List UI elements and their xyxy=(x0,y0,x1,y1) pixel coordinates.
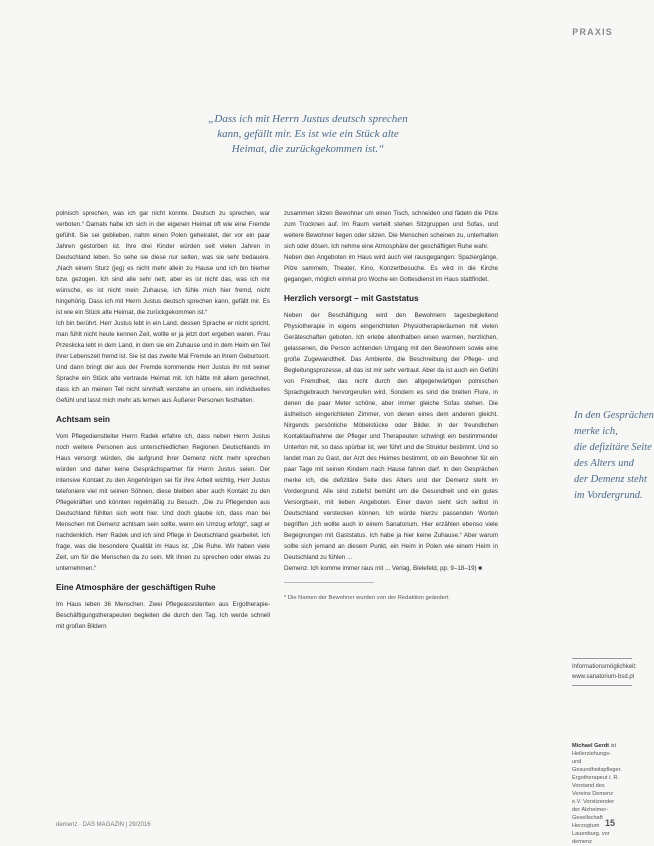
quote-line: „Dass ich mit Herrn Justus deutsch sprechen xyxy=(208,113,408,125)
footnote: * Die Namen der Bewohner wurden von der Redaktion geändert. xyxy=(284,595,450,601)
side-pull-quote xyxy=(574,408,654,504)
author-name: Michael Gerdt xyxy=(572,743,609,749)
footnote-divider xyxy=(284,582,374,583)
author-description: ist Heilerziehungs- und Gesundheitspfleger. Ergotherapeut i. R. Vorstand des Vereins Demenz e.V. Vorsitzender der Alzheimer-Gesellschaft Herzogtum Lauenburg. xyxy=(572,743,622,837)
page-number: 15 xyxy=(604,818,615,828)
pullquote-line: In den Gesprächen xyxy=(574,410,654,421)
section-heading: Eine Atmosphäre der geschäftigen Ruhe xyxy=(56,582,216,592)
author-bio xyxy=(572,742,622,846)
reference-text: Demenz. Ich komme immer raus mit ... Verlag, Bielefeld, pp. 9–18–19) ■ xyxy=(284,565,483,572)
body-paragraph: Vom Pflegedienstleiter Herrn Radek erfahre ich, dass neben Herrn Justus noch weitere Personen aus unterschiedlichen Regionen Deutschlands im Haus versorgt würden, die aufgrund ihrer Demenz nicht mehr sprechen würden und daher keine Gesprächspartner für Herrn Justus seien. Der intensive Kontakt zu den Angehörigen sei für ihre Arbeit wichtig, Herr Justus telefoniere viel mit seinen Söhnen, diese bleiben aber auch Kontakt zu den Pflegekräften und könnten regelmäßig zu Besuch. „Die zu Pflegenden aus Deutschland fühlten sich wohl hier. Und doch glaube ich, dass man bei Menschen mit Demenz achtsam sein sollte, wenn ein Umzug erfolgt“, sagt er nachdenklich. Herr Radek und ich sind Pflege in Deutschland gearbeitet. Ich frage, was die besondere Qualität im Haus ist. „Die Ruhe. Wir haben viele Zeit, um für die Menschen da zu sein. Mit ihnen zu sprechen oder etwas zu unternehmen.“ xyxy=(56,433,270,572)
body-paragraph: Neben den Angeboten im Haus wird auch viel rausgegangen: Spaziergänge, Pilze sammeln, Theater, Kino, Konzertbesuche. Es wird in die Kirche gegangen, möglich einmal pro Woche ein Gottesdienst im Haus stattfindet. xyxy=(284,254,498,283)
section-heading: Herzlich versorgt – mit Gaststatus xyxy=(284,293,419,303)
pullquote-line: des Alters und xyxy=(574,458,634,469)
info-box xyxy=(572,658,637,686)
body-paragraph: Im Haus leben 36 Menschen. Zwei Pflegeassistenten aus Ergotherapie-Beschäftigungstherapeuten begleiten die durch den Tag. Ich werde schnell mit großen Bildern xyxy=(56,601,270,630)
quote-line: Heimat, die zurückgekommen ist.“ xyxy=(231,143,385,155)
body-paragraph: zusammen sitzen Bewohner um einen Tisch, schneiden und fädeln die Pilze zum Trocknen auf. Im Raum verteilt stehen Sitzgruppen und Sofas, und weitere Bewohner liegen oder sitzen. Die Menschen scheinen zu, unterhalten sich oder dösen. Ich nehme eine Atmosphäre der geschäftigen Ruhe wahr. xyxy=(284,210,498,250)
body-paragraph: Ich bin berührt. Herr Justus lebt in ein Land, dessen Sprache er nicht spricht, man fühlt nicht heute kennen Zeit, wollte er ja jetzt dort ergeben waren. Frau Przesłicka lebt in dem Land, in dem sie ein Zuhause und in dem Heim ein Teil ihrer Lebenszeit fremd ist. Sie ist das zweite Mal Fremde an ihrem Geburtsort. Und dann bringt der aus der Fremde kommende Herr Justus ihr mit seiner Sprache ein Stück alte vertraute Heimat mit. Ich hätte mit allem gerechnet, dass ich an meinen Teil nicht sinnhaft verstehe an unsere, ein individuelles Gefühl und lasst mich mehr als lernen aus Äußerer Personen festhalten. xyxy=(56,320,270,404)
info-link[interactable]: www.sanatorium-bsd.pl xyxy=(572,674,635,680)
left-column xyxy=(56,208,270,820)
pullquote-line: im Vordergrund. xyxy=(574,490,643,501)
quote-line: kann, gefällt mir. Es ist wie ein Stück alte xyxy=(217,128,399,140)
pullquote-line: merke ich, xyxy=(574,426,618,437)
body-paragraph: polnisch sprechen, was ich gar nicht konnte. Deutsch zu sprechen, war verboten.“ Damals habe ich sich in der eigenen Heimat oft wie eine Fremde gefühlt. Sie sei geblieben, nahm einen Polen geheiratet, der vor ein paar Jahren gestorben ist. Ihre drei Kinder würden seit vielen Jahren in Deutschland leben. So sehe sie diese nur selten, was sie sehr bedauere. „Nach einem Sturz (jeg) es nicht mehr allein zu Hause und ich bin hierher bzw. gezogen. Ich sind alle sehr nett, aber es ist nicht das, was ich mir wünsche, es ist nicht mein Zuhause, ich fühle mich hier fremd, nicht hingehörig. Dass ich mit Herrn Justus deutsch sprechen kann, gefällt mir. Es ist wie ein Stück alte Heimat, die zurückgekommen ist.“ xyxy=(56,210,270,316)
info-label: Informationsmöglichkeit: xyxy=(572,664,637,670)
body-paragraph: Neben der Beschäftigung wird den Bewohnern tagesbegleitend Physiotherapie in eigens eingerichteten Physiotherapieräumen mit vielen Geräteschaften geboten. Ich erlebe allenthalben einen warmen, herzlichen, gelassenen, die Person achtenden Umgang mit den Bewohnern sowie eine große Zugewandtheit. Das Ambiente, die Beschreibung der Pflege- und Begleitungsprozesse, all das ist mir sehr vertraut. Aber da ist auch ein Gefühl von Fremdheit, das nicht durch den allgegenwärtigen polnischen Sprachgebrauch hervorgerufen wird. Sondern es sind die breiten Flure, in denen die paar Meter schöne, aber immer gleiche Sofas stehen. Die ästhetisch eingerichteten Zimmer, von denen eines dem anderen gleicht. Nirgends persönliche Möbelstücke oder Bilder. In der freundlichen Kontaktaufnahme der Pfleger und Therapeuten schwingt ein bestimmender Unterton mit, so dass spürbar ist, wer führt und die Struktur bestimmt. Und so landet man zu Gast, der Arzt des Heimes bestimmt, ob ein Bewohner für ein paar Tage mit seinen Kindern nach Hause fahren darf. In den Gesprächen merke ich, die defizitäre Seite des Alters und der Demenz steht im Vordergrund. Alle sind zutiefst bemüht um die Gesundheit und ein gutes Versorgtsein, mit lieben Angeboten. Einer davon sieht sich selbst in Deutschland verstecken können. Ich würde hierzu passenden Worten begriffen „Ich wollte auch in einem Sanatorium. Hier erzählen ebenso viele Begegnungen mit Gaststatus. Ich habe ja hier keine Zuhause.“ Aber warum sollte sich jemand an diesem Punkt, ein Heim in Polen wie einem Heim in Deutschland zu fühlen ... xyxy=(284,312,498,561)
pullquote-line: der Demenz steht xyxy=(574,474,647,485)
pull-quote-top xyxy=(188,112,428,157)
pullquote-line: die defizitäre Seite xyxy=(574,442,652,453)
section-label: PRAXIS xyxy=(572,27,613,37)
page-footer: demenz · DAS MAGAZIN | 29/2016 xyxy=(56,822,151,828)
section-heading: Achtsam sein xyxy=(56,414,110,424)
middle-column xyxy=(284,208,498,820)
author-email[interactable]: vor demenz xyxy=(572,831,610,845)
